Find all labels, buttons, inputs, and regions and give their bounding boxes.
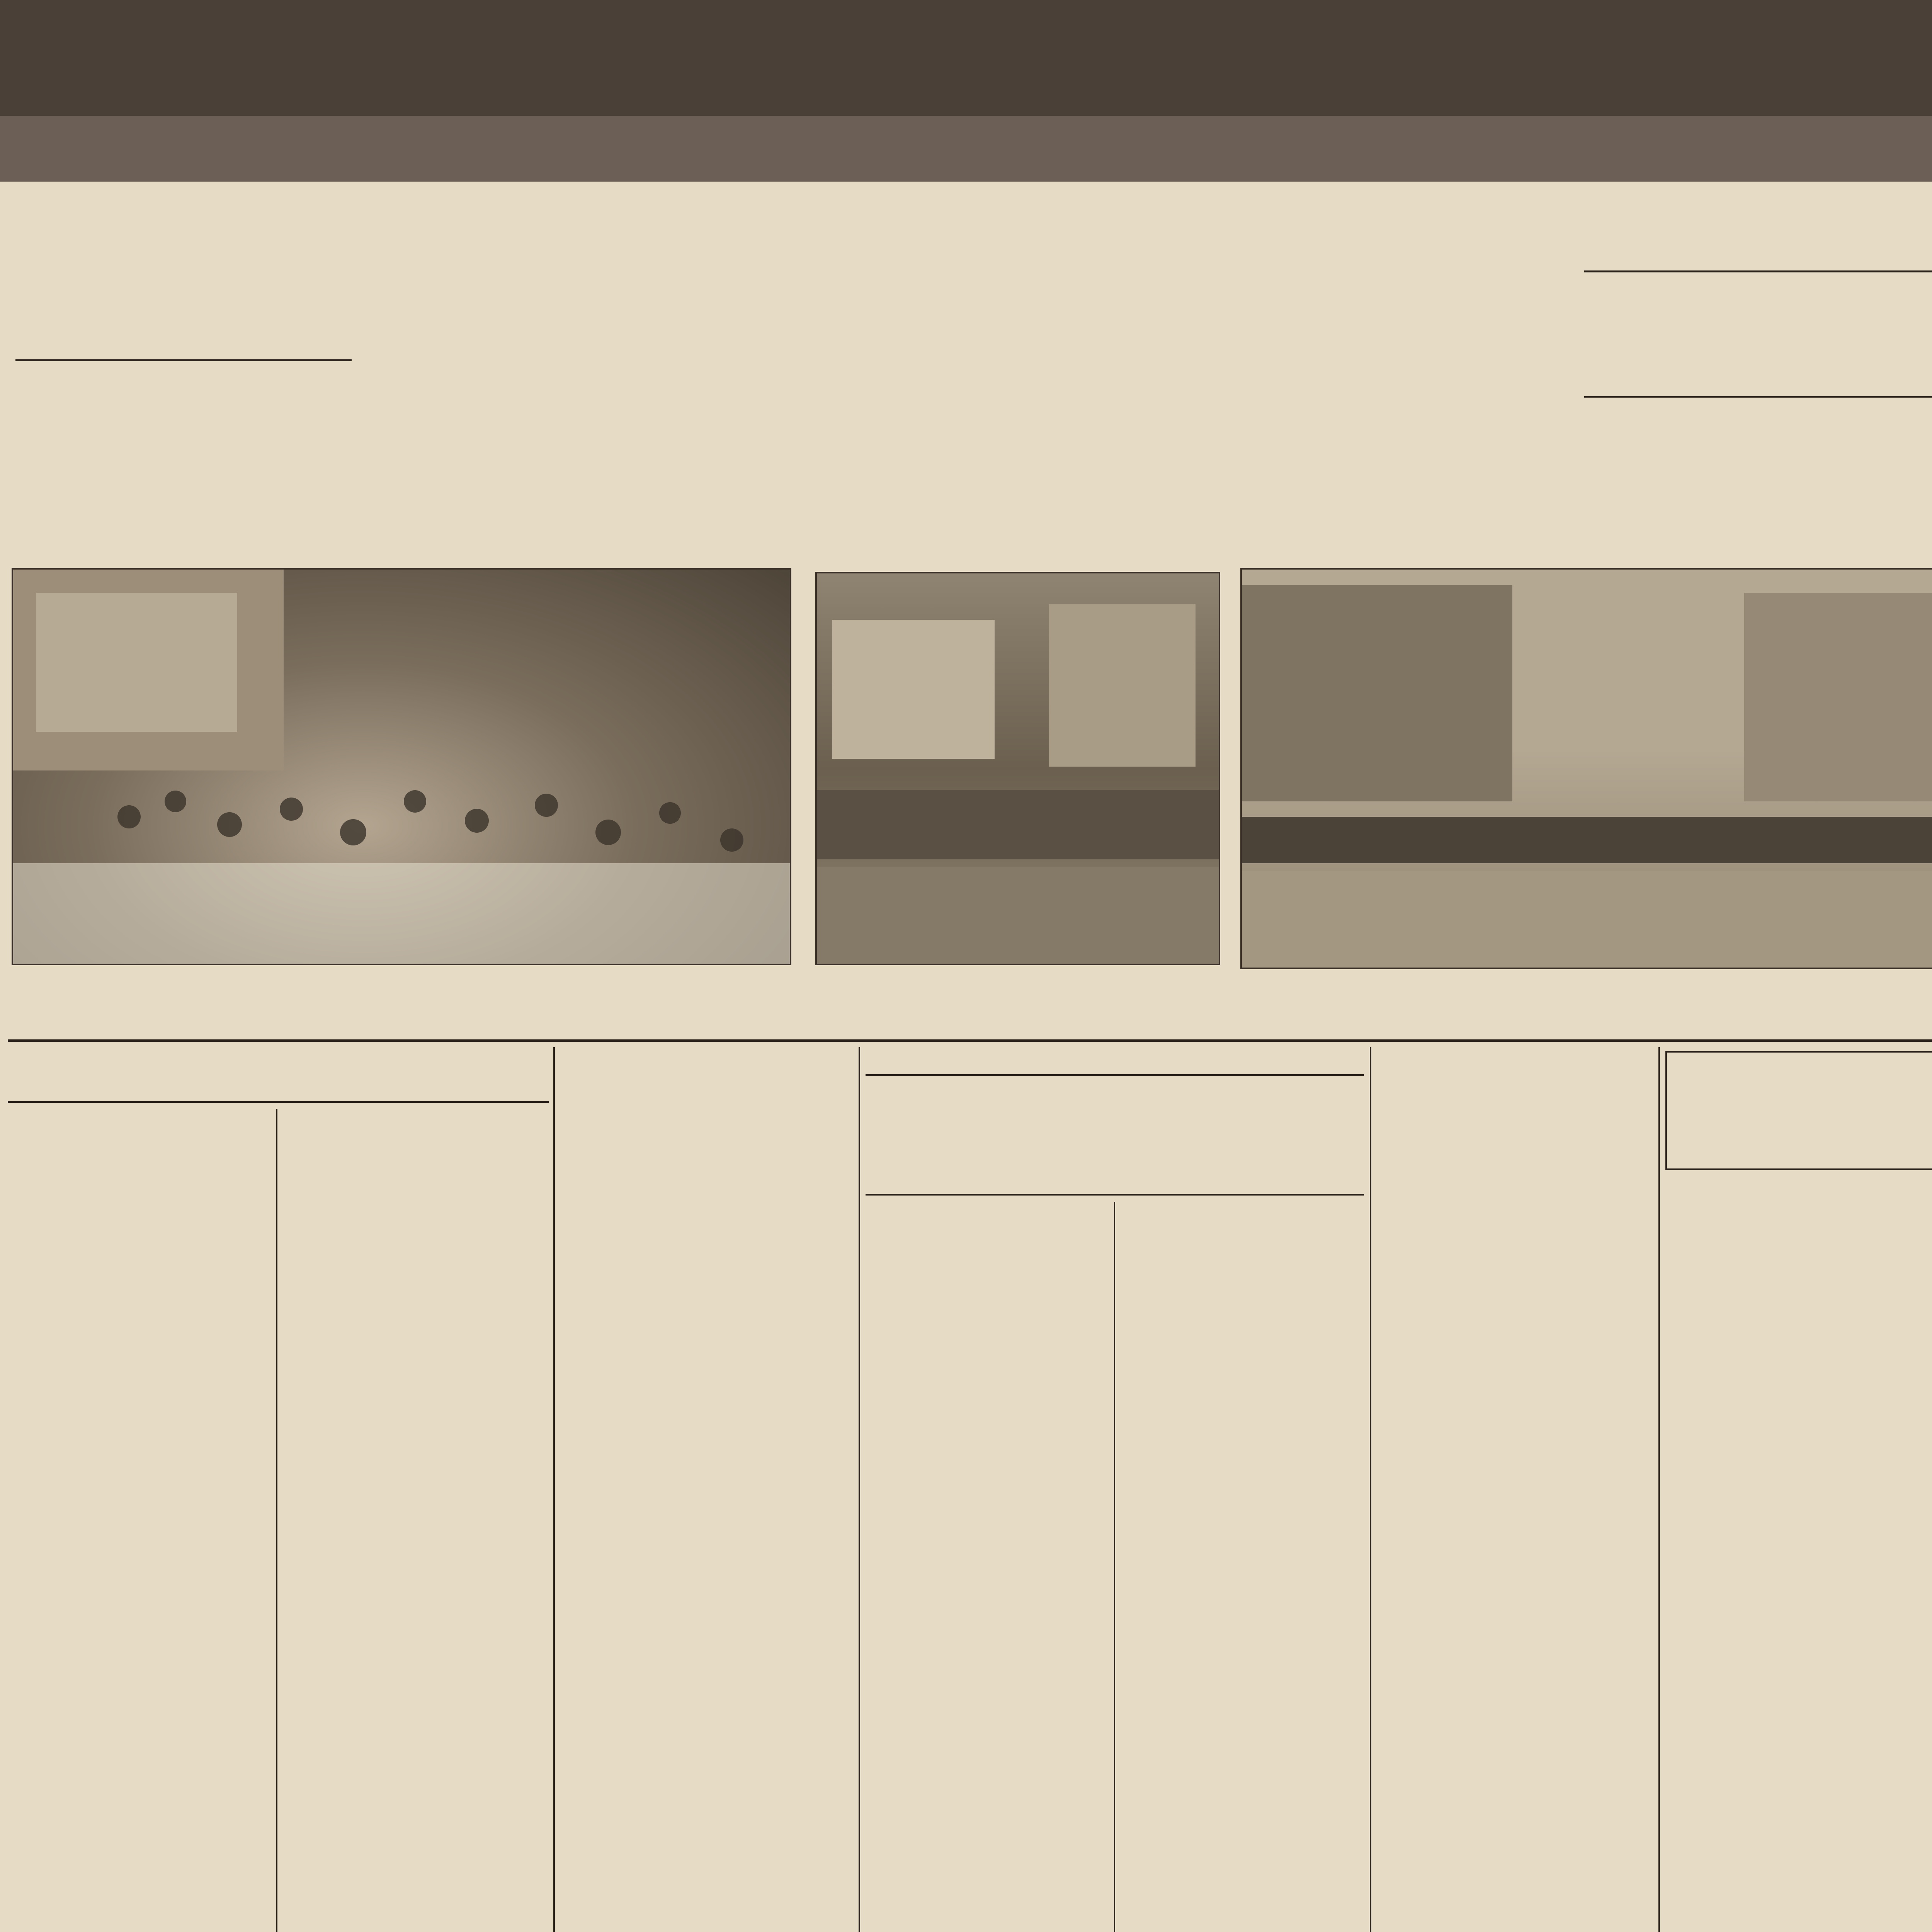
weather-text [1596,419,1932,477]
newspaper-page [0,182,1932,1932]
column-rule [553,1047,555,1932]
crowd-photo [12,568,791,965]
photo-caption-3 [1240,970,1932,1036]
rule [8,1039,1932,1042]
omalotis-column-2 [284,1055,547,1932]
street-photo-illustration [1242,570,1932,968]
bulgaria-column-1 [869,1206,1109,1932]
omalotis-column-1 [12,1113,270,1932]
sidebar-body [1669,1179,1932,1804]
square-photo-illustration [817,573,1219,964]
rule [866,1074,1364,1076]
thrones-body [1379,1198,1652,1932]
crowd-photo-illustration [13,570,790,964]
bulgaria-column-2 [1121,1206,1362,1932]
offices-text [31,394,336,510]
photo-caption-2 [815,970,1217,1036]
rule [1584,396,1932,398]
column-rule [1658,1047,1660,1932]
danger-body [1669,1832,1932,1932]
rule [866,1194,1364,1196]
square-photo [815,572,1220,965]
street-photo [1240,568,1932,969]
sidebar-header-box [1665,1051,1932,1170]
column-rule [1114,1202,1115,1932]
column-rule [276,1109,277,1932]
photo-caption-1 [15,970,788,1036]
eirini-body [564,1163,852,1932]
column-rule [859,1047,860,1932]
rule [15,359,352,361]
scan-background-top [0,0,1932,182]
column-rule [1370,1047,1371,1932]
rule [1584,270,1932,272]
